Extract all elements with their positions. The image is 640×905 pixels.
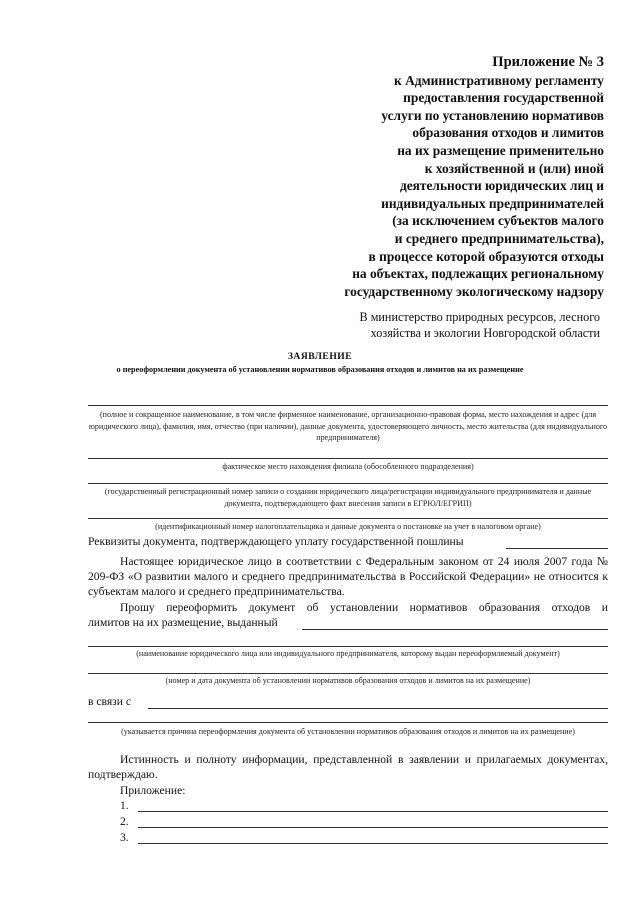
confirmation-paragraph: Истинность и полноту информации, представленной в заявлении и прилагаемых документах, подтверждаю. xyxy=(88,753,608,781)
appendix-line: к Административному регламенту xyxy=(394,72,604,88)
appendix-line: услуги по установлению нормативов xyxy=(381,107,604,123)
issued-to-input-line[interactable] xyxy=(302,629,608,630)
appendix-line: на их размещение применительно xyxy=(397,142,604,158)
attachments-label: Приложение: xyxy=(120,784,186,797)
attachment-number: 2. xyxy=(120,815,129,828)
document-number-input-line[interactable] xyxy=(88,673,608,674)
appendix-line: к хозяйственной и (или) иной xyxy=(424,160,604,176)
appendix-line: на объектах, подлежащих региональному xyxy=(352,266,604,282)
payment-input-line[interactable] xyxy=(506,548,608,549)
reason-caption: (указывается причина переоформления документа об установлении нормативов образования отходов и лимитов на их размещение) xyxy=(121,727,575,736)
appendix-line: предоставления государственной xyxy=(403,90,604,106)
reason-input-line[interactable] xyxy=(148,708,608,709)
request-line: Прошу переоформить документ об установлении нормативов образования отходов и xyxy=(120,601,608,614)
reason-input-line-2[interactable] xyxy=(88,722,608,723)
appendix-line: индивидуальных предпринимателей xyxy=(381,195,604,211)
attachment-number: 1. xyxy=(120,799,129,812)
branch-input-line[interactable] xyxy=(88,458,608,459)
appendix-line: образования отходов и лимитов xyxy=(412,125,604,141)
applicant-input-line[interactable] xyxy=(88,405,608,406)
attachment-input-line[interactable] xyxy=(138,827,608,828)
addressee xyxy=(360,309,600,341)
appendix-line: и среднего предпринимательства), xyxy=(394,230,604,246)
branch-caption: фактическое место нахождения филиала (обособленного подразделения) xyxy=(222,462,474,471)
payment-label: Реквизиты документа, подтверждающего уплату государственной пошлины xyxy=(88,535,464,548)
applicant-caption: (полное и сокращенное наименование, в том числе фирменное наименование, организационно-правовая форма, место нахождения и адрес (для юридического лица), фамилия, имя, отчество (при наличии), данные документа, удостоверяющего личность, место жительства (для индивидуального предпринимателя) xyxy=(88,410,608,443)
appendix-title: Приложение № 3 xyxy=(492,54,604,70)
registration-caption: (государственный регистрационный номер записи о создании юридического лица/регистрации индивидуального предпринимателя и данные документа, подтверждающего факт внесения записи в ЕГРЮЛ/ЕГРИП) xyxy=(104,487,592,508)
attachment-input-line[interactable] xyxy=(138,843,608,844)
attachment-input-line[interactable] xyxy=(138,811,608,812)
appendix-line: государственному экологическому надзору xyxy=(344,283,604,299)
appendix-line: (за исключением субъектов малого xyxy=(392,213,604,229)
attachment-number: 3. xyxy=(120,831,129,844)
small-business-paragraph: Настоящее юридическое лицо в соответствии с Федеральным законом от 24 июля 2007 года № 209-ФЗ «О развитии малого и среднего предпринимательства в Российской Федерации» не относится к субъектам малого и среднего предпринимательства. xyxy=(88,555,608,598)
registration-input-line[interactable] xyxy=(88,483,608,484)
inn-input-line[interactable] xyxy=(88,518,608,519)
addressee-line: хозяйства и экологии Новгородской области xyxy=(370,326,600,340)
document-number-caption: (номер и дата документа об установлении нормативов образования отходов и лимитов на их размещение) xyxy=(165,676,531,685)
appendix-line: деятельности юридических лиц и xyxy=(399,178,604,194)
addressee-line: В министерство природных ресурсов, лесного xyxy=(359,310,600,324)
document-subtitle: о переоформлении документа об установлении нормативов образования отходов и лимитов на их размещение xyxy=(116,365,524,374)
document-title: ЗАЯВЛЕНИЕ xyxy=(287,351,353,362)
request-line: лимитов на их размещение, выданный xyxy=(88,616,278,629)
owner-input-line[interactable] xyxy=(88,646,608,647)
appendix-line: в процессе которой образуются отходы xyxy=(368,248,604,264)
reason-label: в связи с xyxy=(88,695,132,708)
appendix-header xyxy=(274,54,604,300)
inn-caption: (идентификационный номер налогоплательщика и данные документа о постановке на учет в налоговом органе) xyxy=(155,522,541,531)
owner-caption: (наименование юридического лица или индивидуального предпринимателя, которому выдан переоформляемый документ) xyxy=(136,649,560,658)
